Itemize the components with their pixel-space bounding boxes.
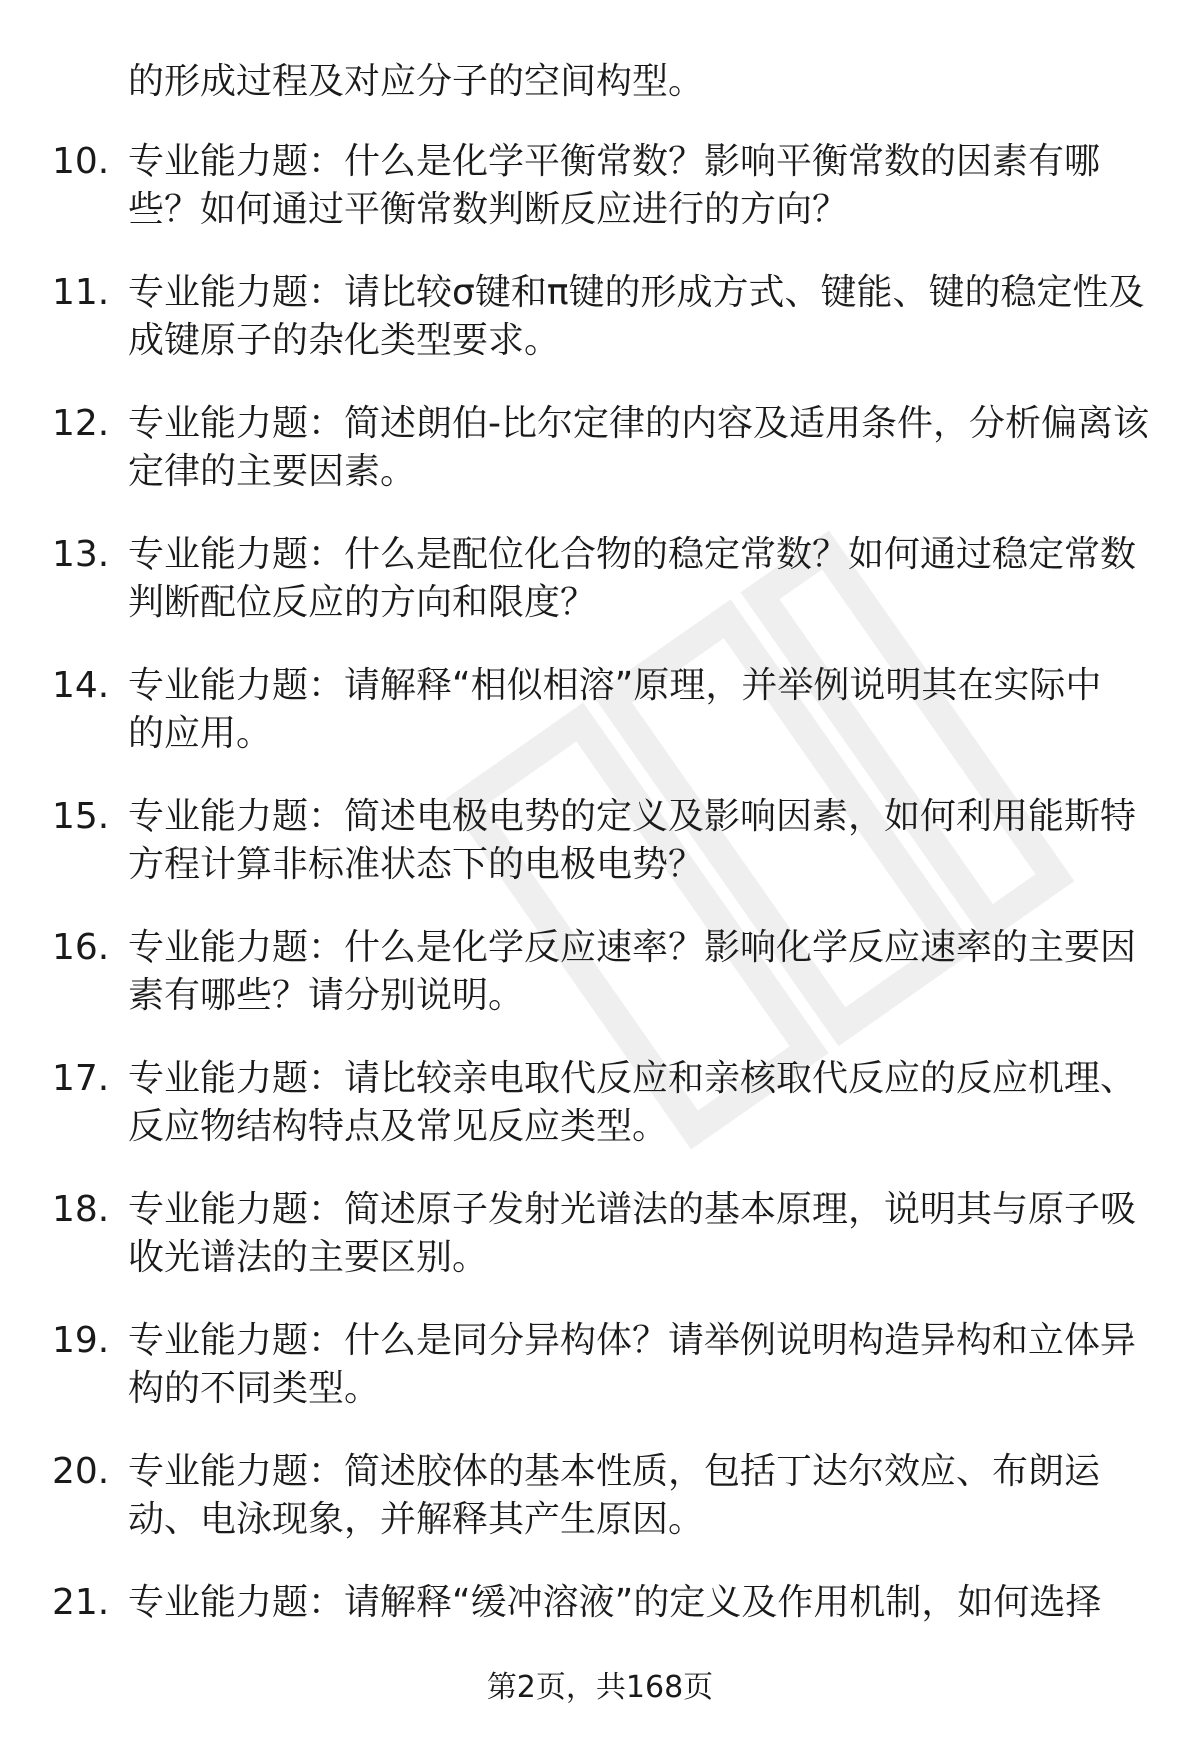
question-line-2: 些？如何通过平衡常数判断反应进行的方向？ xyxy=(128,189,849,230)
question-category: 专业能力题： xyxy=(128,1058,345,1099)
question-category: 专业能力题： xyxy=(128,1189,345,1230)
question-line-2: 素有哪些？请分别说明。 xyxy=(128,975,525,1016)
question-line-1-text: 什么是化学平衡常数？影响平衡常数的因素有哪 xyxy=(344,141,1101,182)
question-list xyxy=(0,138,1200,1710)
question-item xyxy=(0,1448,1200,1579)
question-line-1 xyxy=(128,269,1158,317)
question-line-1-text: 什么是化学反应速率？影响化学反应速率的主要因 xyxy=(344,927,1137,968)
question-text xyxy=(128,662,1158,758)
question-line-1 xyxy=(128,1186,1158,1234)
question-line-2: 的应用。 xyxy=(128,713,273,754)
question-line-1-text: 请解释“缓冲溶液”的定义及作用机制，如何选择 xyxy=(344,1582,1102,1623)
question-text xyxy=(128,269,1158,365)
question-number: 16. xyxy=(52,927,110,968)
question-text xyxy=(128,1317,1158,1413)
question-number: 15. xyxy=(52,796,110,837)
question-line-2: 判断配位反应的方向和限度？ xyxy=(128,582,597,623)
question-line-1-text: 请比较亲电取代反应和亲核取代反应的反应机理、 xyxy=(344,1058,1137,1099)
question-line-1 xyxy=(128,1448,1158,1496)
question-number: 19. xyxy=(52,1320,110,1361)
question-line-1 xyxy=(128,662,1158,710)
question-line-2: 收光谱法的主要区别。 xyxy=(128,1237,489,1278)
question-item xyxy=(0,400,1200,531)
question-item xyxy=(0,269,1200,400)
question-line-1 xyxy=(128,138,1158,186)
question-category: 专业能力题： xyxy=(128,272,345,313)
question-line-1-text: 请比较σ键和π键的形成方式、键能、键的稳定性及 xyxy=(344,272,1145,313)
question-line-2: 成键原子的杂化类型要求。 xyxy=(128,320,561,361)
question-text xyxy=(128,400,1158,496)
page-footer: 第2页，共168页 xyxy=(486,1670,714,1705)
question-line-1-text: 什么是配位化合物的稳定常数？如何通过稳定常数 xyxy=(344,534,1137,575)
question-line-2: 定律的主要因素。 xyxy=(128,451,417,492)
question-number: 17. xyxy=(52,1058,110,1099)
question-number: 12. xyxy=(52,403,110,444)
question-text xyxy=(128,138,1158,234)
question-line-1-text: 简述胶体的基本性质，包括丁达尔效应、布朗运 xyxy=(344,1451,1101,1492)
question-line-2: 方程计算非标准状态下的电极电势？ xyxy=(128,844,705,885)
question-item xyxy=(0,1186,1200,1317)
question-category: 专业能力题： xyxy=(128,534,345,575)
question-category: 专业能力题： xyxy=(128,665,345,706)
question-line-1 xyxy=(128,1579,1158,1627)
question-text xyxy=(128,531,1158,627)
question-number: 10. xyxy=(52,141,110,182)
question-text xyxy=(128,1448,1158,1544)
question-number: 11. xyxy=(52,272,110,313)
question-text xyxy=(128,1186,1158,1282)
question-number: 14. xyxy=(52,665,110,706)
question-line-1 xyxy=(128,793,1158,841)
question-line-1-text: 什么是同分异构体？请举例说明构造异构和立体异 xyxy=(344,1320,1137,1361)
question-text xyxy=(128,793,1158,889)
question-line-2: 构的不同类型。 xyxy=(128,1368,381,1409)
question-category: 专业能力题： xyxy=(128,141,345,182)
question-category: 专业能力题： xyxy=(128,403,345,444)
question-number: 13. xyxy=(52,534,110,575)
question-line-1 xyxy=(128,1317,1158,1365)
question-line-1 xyxy=(128,1055,1158,1103)
question-line-1-text: 简述朗伯-比尔定律的内容及适用条件，分析偏离该 xyxy=(344,403,1150,444)
question-item xyxy=(0,531,1200,662)
question-line-1 xyxy=(128,400,1158,448)
question-category: 专业能力题： xyxy=(128,1451,345,1492)
question-category: 专业能力题： xyxy=(128,1320,345,1361)
question-line-1 xyxy=(128,531,1158,579)
question-text xyxy=(128,924,1158,1020)
question-category: 专业能力题： xyxy=(128,796,345,837)
question-item xyxy=(0,1055,1200,1186)
question-item xyxy=(0,793,1200,924)
question-item xyxy=(0,662,1200,793)
question-number: 18. xyxy=(52,1189,110,1230)
question-number: 21. xyxy=(52,1582,110,1623)
question-line-1-text: 简述原子发射光谱法的基本原理，说明其与原子吸 xyxy=(344,1189,1137,1230)
question-text xyxy=(128,1579,1158,1627)
question-item xyxy=(0,1317,1200,1448)
question-line-2: 动、电泳现象，并解释其产生原因。 xyxy=(128,1499,705,1540)
question-category: 专业能力题： xyxy=(128,1582,345,1623)
question-line-1 xyxy=(128,924,1158,972)
question-line-1-text: 请解释“相似相溶”原理，并举例说明其在实际中 xyxy=(344,665,1102,706)
question-item xyxy=(0,924,1200,1055)
question-item xyxy=(0,138,1200,269)
question-number: 20. xyxy=(52,1451,110,1492)
continuation-text: 的形成过程及对应分子的空间构型。 xyxy=(128,61,705,102)
question-line-1-text: 简述电极电势的定义及影响因素，如何利用能斯特 xyxy=(344,796,1137,837)
question-line-2: 反应物结构特点及常见反应类型。 xyxy=(128,1106,669,1147)
question-category: 专业能力题： xyxy=(128,927,345,968)
question-text xyxy=(128,1055,1158,1151)
